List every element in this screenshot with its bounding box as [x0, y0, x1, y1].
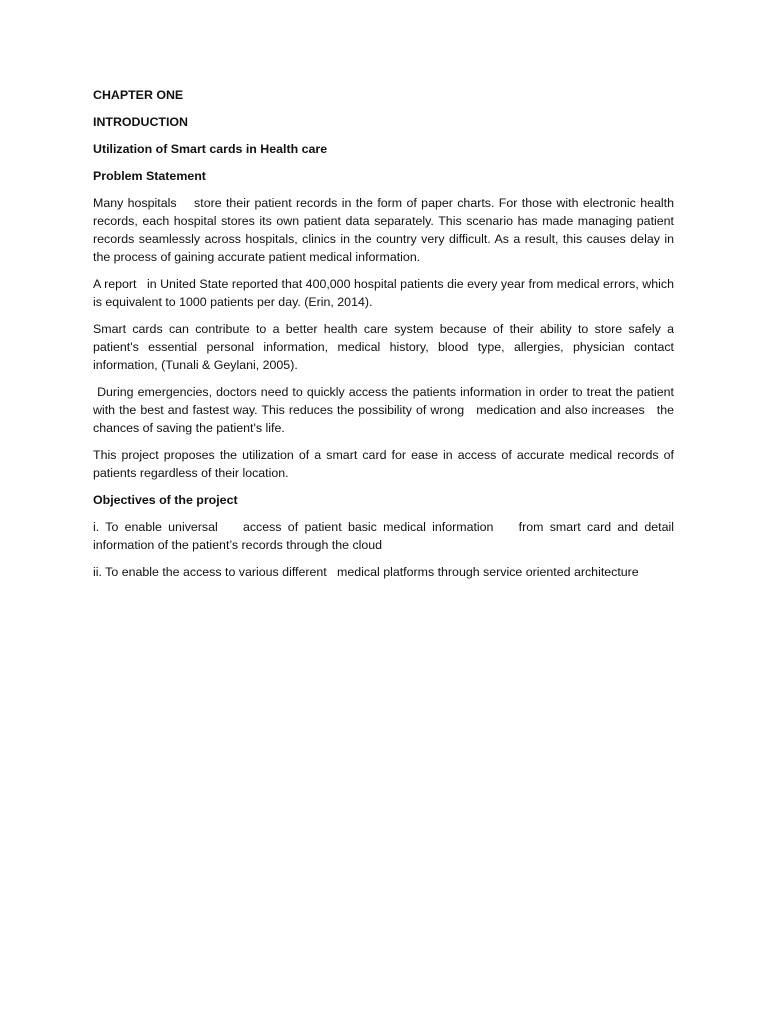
problem-statement-heading: Problem Statement: [93, 169, 206, 183]
paragraph-emergencies: During emergencies, doctors need to quickly access the patients information in order to treat the patient with the best and fastest way. This reduces the possibility of wrong medication and also increases the chances of saving the patient's life.: [93, 385, 678, 435]
paragraph-problem: Many hospitals store their patient records in the form of paper charts. For those with electronic health records, each hospital stores its own patient data separately. This scenario has made managing patient records seamlessly across hospitals, clinics in the country very difficult. As a result, this causes delay in the process of gaining accurate patient medical information.: [93, 196, 678, 264]
topic-heading: Utilization of Smart cards in Health care: [93, 142, 328, 156]
document-body: [93, 86, 678, 590]
objective-item: ii. To enable the access to various different medical platforms through service oriented architecture: [93, 565, 639, 579]
objective-item: i. To enable universal access of patient basic medical information from smart card and detail information of the patient’s records through the cloud: [93, 520, 678, 552]
section-heading: INTRODUCTION: [93, 115, 188, 129]
paragraph-report: A report in United State reported that 400,000 hospital patients die every year from medical errors, which is equivalent to 1000 patients per day. (Erin, 2014).: [93, 277, 678, 309]
paragraph-smart-cards: Smart cards can contribute to a better health care system because of their ability to store safely a patient's essential personal information, medical history, blood type, allergies, physician contact information, (Tunali & Geylani, 2005).: [93, 322, 674, 372]
paragraph-proposal: This project proposes the utilization of a smart card for ease in access of accurate medical records of patients regardless of their location.: [93, 448, 674, 480]
chapter-heading: CHAPTER ONE: [93, 88, 184, 102]
objectives-heading: Objectives of the project: [93, 493, 238, 507]
